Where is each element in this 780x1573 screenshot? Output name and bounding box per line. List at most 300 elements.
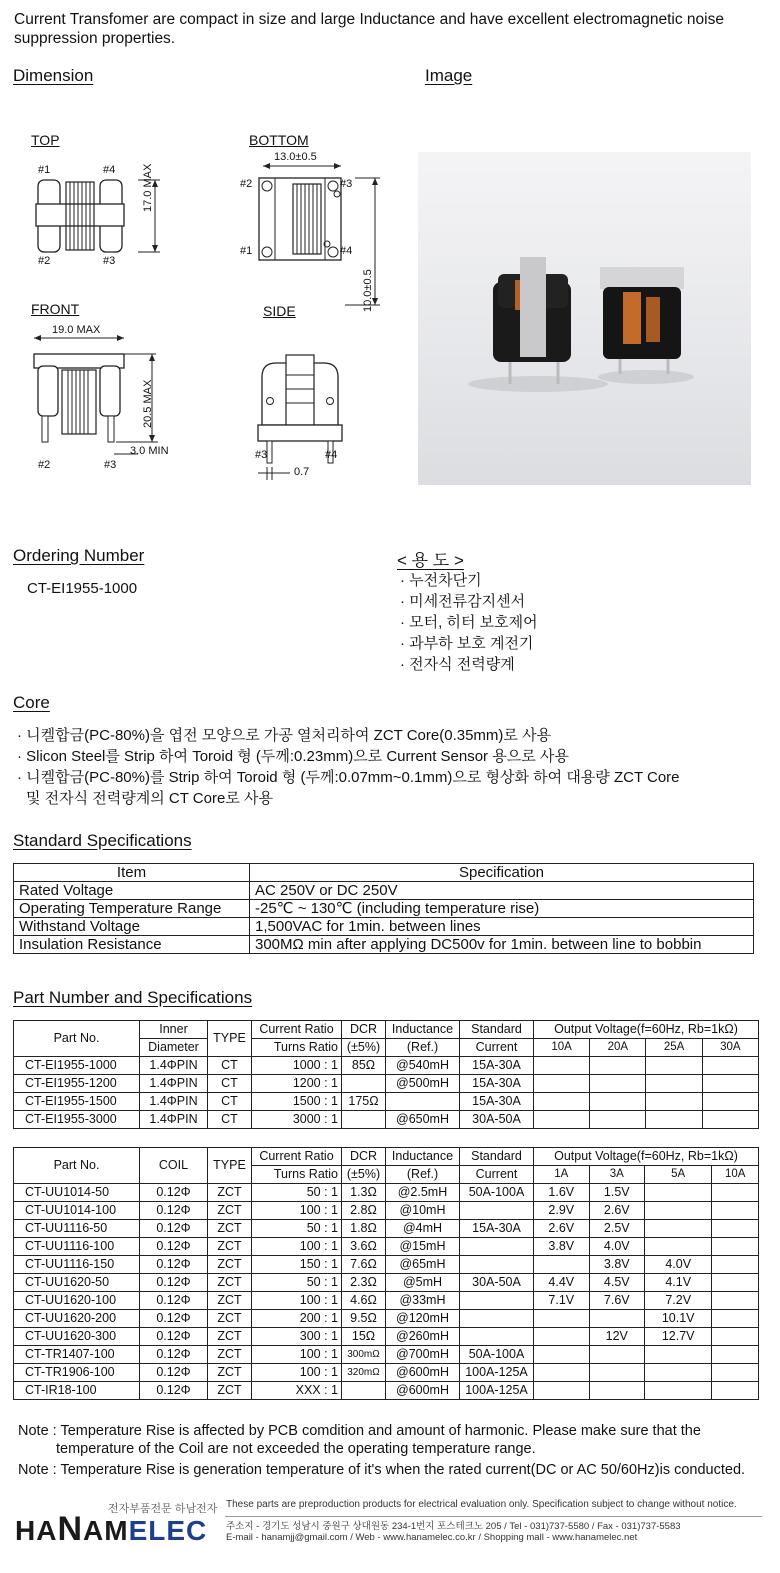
ct-uu-part-table [13,1147,759,1400]
table-cell: @260mH [386,1328,460,1346]
table-cell: CT-UU1014-50 [14,1184,140,1202]
table-cell [712,1238,759,1256]
table-header: Turns Ratio [252,1166,342,1184]
table-header: Item [14,864,250,882]
table-header-row [14,1021,759,1039]
table-cell [712,1346,759,1364]
table-cell: Insulation Resistance [14,936,250,954]
table-row [14,1202,759,1220]
table-cell: CT-UU1620-50 [14,1274,140,1292]
front-view-drawing [28,330,178,460]
table-row [14,1093,759,1111]
table-header: Current [460,1039,534,1057]
logo-korean-text: 전자부품전문 하남전자 [108,1503,218,1515]
table-cell: @15mH [386,1238,460,1256]
table-cell: @600mH [386,1382,460,1400]
note-1 [18,1422,701,1458]
table-cell: 1.8Ω [342,1220,386,1238]
use-item: · 모터, 히터 보호제어 [400,614,538,631]
use-item: · 누전차단기 [400,572,482,589]
table-cell: 4.1V [645,1274,712,1292]
table-cell: @120mH [386,1310,460,1328]
table-cell: 50A-100A [460,1346,534,1364]
table-cell [342,1382,386,1400]
table-cell: 0.12Φ [140,1382,208,1400]
table-cell: CT-UU1116-50 [14,1220,140,1238]
table-cell [534,1075,590,1093]
table-cell: 7.2V [645,1292,712,1310]
table-cell: ZCT [208,1220,252,1238]
table-cell: 1.5V [589,1184,645,1202]
table-cell [460,1238,534,1256]
table-cell: CT-UU1116-100 [14,1238,140,1256]
table-cell: 9.5Ω [342,1310,386,1328]
table-header: TYPE [208,1021,252,1057]
table-cell: 7.1V [534,1292,590,1310]
table-cell: 1.3Ω [342,1184,386,1202]
table-cell: 3000 : 1 [252,1111,342,1129]
table-header: Current [460,1166,534,1184]
table-cell [712,1274,759,1292]
top-pin1-label: #1 [38,164,51,176]
table-cell [386,1093,460,1111]
core-item: 및 전자식 전력량계의 CT Core로 사용 [26,790,273,807]
side-view-drawing [250,345,350,485]
table-cell: @700mH [386,1346,460,1364]
ct-uu-part-rows [14,1184,759,1400]
table-cell [712,1256,759,1274]
top-height-dimension: 17.0 MAX [142,163,154,212]
table-cell [645,1238,712,1256]
table-cell: CT [208,1111,252,1129]
table-header: 1A [534,1166,590,1184]
table-row [14,1382,759,1400]
front-width-dimension: 19.0 MAX [52,324,101,336]
part-spec-heading: Part Number and Specifications [13,988,253,1007]
table-cell: 2.9V [534,1202,590,1220]
table-header: DCR [342,1148,386,1166]
top-pin2-label: #2 [38,255,51,267]
side-pin4-label: #4 [325,449,338,461]
table-cell [342,1075,386,1093]
table-cell: 4.0V [645,1256,712,1274]
table-row [14,918,754,936]
table-cell: 15A-30A [460,1075,534,1093]
table-header: (Ref.) [386,1039,460,1057]
table-cell [645,1382,712,1400]
table-cell [342,1111,386,1129]
table-cell: CT-TR1407-100 [14,1346,140,1364]
table-cell: 300 : 1 [252,1328,342,1346]
table-cell [534,1111,590,1129]
front-pin2-label: #2 [38,459,51,471]
table-cell: 1.6V [534,1184,590,1202]
side-view-label: SIDE [263,303,296,319]
table-cell [712,1220,759,1238]
table-cell: 0.12Φ [140,1184,208,1202]
bottom-height-dimension: 10.0±0.5 [362,269,374,312]
table-header: (±5%) [342,1039,386,1057]
table-cell: CT-UU1116-150 [14,1256,140,1274]
table-cell [460,1202,534,1220]
table-cell: 150 : 1 [252,1256,342,1274]
table-header: 25A [646,1039,702,1057]
note-2: Note : Temperature Rise is generation temperature of it's when the rated current(DC or AC 50/60Hz)is conducted. [18,1462,746,1478]
table-cell: 1.4ΦPIN [140,1057,208,1075]
side-pin3-label: #3 [255,449,268,461]
table-cell: 0.12Φ [140,1292,208,1310]
table-header: Current Ratio [252,1148,342,1166]
table-cell [589,1364,645,1382]
table-row [14,882,754,900]
table-header: Current Ratio [252,1021,342,1039]
table-cell [712,1292,759,1310]
note-1-line-2: temperature of the Coil are not exceeded the operating temperature range. [56,1441,536,1457]
ordering-heading: Ordering Number [13,546,145,565]
table-cell: CT-EI1955-1200 [14,1075,140,1093]
table-cell: CT-UU1620-300 [14,1328,140,1346]
table-cell: 100 : 1 [252,1346,342,1364]
table-cell [590,1093,646,1111]
table-cell: 2.6V [589,1202,645,1220]
table-cell: CT-IR18-100 [14,1382,140,1400]
footer-contact: E-mail - hanamjj@gmail.com / Web - www.hanamelec.co.kr / Shopping mall - www.hanamelec.net [226,1532,638,1543]
table-cell: ZCT [208,1328,252,1346]
table-cell [534,1382,590,1400]
table-header: 10A [712,1166,759,1184]
table-row [14,1274,759,1292]
table-cell: 50 : 1 [252,1220,342,1238]
table-cell: ZCT [208,1346,252,1364]
table-cell [645,1346,712,1364]
footer-address: 주소지 - 경기도 성남시 중원구 상대원동 234-1번지 포스테크노 205 / Tel - 031)737-5580 / Fax - 031)737-5583 [226,1521,681,1532]
table-cell: 0.12Φ [140,1202,208,1220]
table-cell: ZCT [208,1364,252,1382]
table-cell: 3.8V [589,1256,645,1274]
intro-text: Current Transfomer are compact in size and large Inductance and have excellent electromagnetic noise suppression properties. [14,11,724,47]
table-row [14,1292,759,1310]
table-cell: 1000 : 1 [252,1057,342,1075]
table-header: 20A [590,1039,646,1057]
table-cell: 1,500VAC for 1min. between lines [250,918,754,936]
table-cell [712,1310,759,1328]
table-cell: ZCT [208,1292,252,1310]
table-cell: 10.1V [645,1310,712,1328]
table-cell: 0.12Φ [140,1274,208,1292]
table-cell: 30A-50A [460,1111,534,1129]
table-cell: 0.12Φ [140,1310,208,1328]
table-cell: CT [208,1075,252,1093]
table-cell [645,1202,712,1220]
table-cell [589,1382,645,1400]
table-cell: @10mH [386,1202,460,1220]
side-pin-dimension: 0.7 [294,466,310,478]
table-header-row [14,1148,759,1166]
logo-text-elec: ELEC [128,1515,208,1546]
table-cell: ZCT [208,1202,252,1220]
table-cell [646,1111,702,1129]
image-heading: Image [425,66,473,85]
table-header: Part No. [14,1148,140,1184]
table-cell: 15A-30A [460,1093,534,1111]
standard-spec-heading: Standard Specifications [13,831,192,850]
bottom-pin1-label: #1 [240,245,253,257]
table-header: Standard [460,1148,534,1166]
table-cell: 100 : 1 [252,1238,342,1256]
table-row [14,1075,759,1093]
table-header: 30A [702,1039,758,1057]
table-cell: 0.12Φ [140,1256,208,1274]
table-cell: 7.6Ω [342,1256,386,1274]
table-cell: CT [208,1093,252,1111]
table-cell: 1.4ΦPIN [140,1111,208,1129]
table-cell: 320mΩ [342,1364,386,1382]
bottom-pin4-label: #4 [340,245,353,257]
table-row [14,1111,759,1129]
table-cell: XXX : 1 [252,1382,342,1400]
table-header: Output Voltage(f=60Hz, Rb=1kΩ) [534,1021,759,1039]
table-cell [589,1346,645,1364]
table-cell: 4.6Ω [342,1292,386,1310]
table-cell [590,1111,646,1129]
table-header: 3A [589,1166,645,1184]
note-1-line-1: Note : Temperature Rise is affected by PCB comdition and amount of harmonic. Please make sure that the [18,1423,701,1439]
table-cell: @4mH [386,1220,460,1238]
table-cell: 30A-50A [460,1274,534,1292]
table-cell: Withstand Voltage [14,918,250,936]
table-cell: 50A-100A [460,1184,534,1202]
table-cell: @500mH [386,1075,460,1093]
table-header: Specification [250,864,754,882]
table-cell: CT-EI1955-3000 [14,1111,140,1129]
product-photo [418,152,751,485]
table-cell: 2.6V [534,1220,590,1238]
bottom-pin2-label: #2 [240,178,253,190]
table-cell: 100A-125A [460,1364,534,1382]
table-header: Inner [140,1021,208,1039]
table-cell: 100 : 1 [252,1364,342,1382]
table-header: Turns Ratio [252,1039,342,1057]
table-cell: 300mΩ [342,1346,386,1364]
table-cell: 4.4V [534,1274,590,1292]
front-pin3-label: #3 [104,459,117,471]
table-cell: 100A-125A [460,1382,534,1400]
table-header: Part No. [14,1021,140,1057]
table-cell [534,1093,590,1111]
table-cell [702,1057,758,1075]
table-cell: 85Ω [342,1057,386,1075]
table-cell: ZCT [208,1382,252,1400]
table-cell [646,1093,702,1111]
table-cell: CT-TR1906-100 [14,1364,140,1382]
table-cell: ZCT [208,1238,252,1256]
table-cell: 1500 : 1 [252,1093,342,1111]
core-item: · Slicon Steel를 Strip 하여 Toroid 형 (두께:0.23mm)으로 Current Sensor 용으로 사용 [17,748,569,765]
table-cell: 300MΩ min after applying DC500v for 1min. between line to bobbin [250,936,754,954]
table-cell [534,1057,590,1075]
table-cell [646,1057,702,1075]
logo-text-n: N [57,1510,84,1548]
table-cell [534,1256,590,1274]
table-row [14,1220,759,1238]
table-cell [534,1346,590,1364]
table-row [14,1346,759,1364]
table-cell: 0.12Φ [140,1238,208,1256]
top-pin3-label: #3 [103,255,116,267]
table-cell: 100 : 1 [252,1202,342,1220]
table-cell [702,1075,758,1093]
ordering-number: CT-EI1955-1000 [27,580,138,597]
table-row [14,1256,759,1274]
use-item: · 미세전류감지센서 [400,593,526,610]
table-cell: @600mH [386,1364,460,1382]
table-cell: 0.12Φ [140,1328,208,1346]
table-header: Inductance [386,1148,460,1166]
table-header: DCR [342,1021,386,1039]
table-cell: CT-UU1620-200 [14,1310,140,1328]
core-item: · 니켈합금(PC-80%)을 엽전 모양으로 가공 열처리하여 ZCT Core(0.35mm)로 사용 [17,727,552,744]
product-photo-illustration [418,152,751,485]
table-cell: 2.3Ω [342,1274,386,1292]
logo-text-ha: HA [15,1515,58,1546]
table-row [14,1057,759,1075]
table-cell: 0.12Φ [140,1220,208,1238]
table-cell [460,1328,534,1346]
table-cell [646,1075,702,1093]
table-cell [589,1310,645,1328]
table-cell [460,1256,534,1274]
table-cell: 15A-30A [460,1220,534,1238]
bottom-pin3-label: #3 [340,178,353,190]
table-cell [534,1364,590,1382]
table-cell: 0.12Φ [140,1364,208,1382]
table-cell: Operating Temperature Range [14,900,250,918]
table-header: Diameter [140,1039,208,1057]
table-cell: 0.12Φ [140,1346,208,1364]
table-cell [645,1184,712,1202]
table-cell [460,1310,534,1328]
table-cell: 100 : 1 [252,1292,342,1310]
front-height-dimension: 20.5 MAX [142,379,154,428]
table-cell: 15Ω [342,1328,386,1346]
table-cell: 50 : 1 [252,1184,342,1202]
table-cell [590,1057,646,1075]
top-pin4-label: #4 [103,164,116,176]
table-cell: 15A-30A [460,1057,534,1075]
table-row [14,1184,759,1202]
table-cell: 7.6V [589,1292,645,1310]
table-cell: CT [208,1057,252,1075]
front-view-label: FRONT [31,301,80,317]
table-row [14,1364,759,1382]
logo-text-am: AM [83,1515,129,1546]
table-header-row [14,864,754,882]
table-cell: @540mH [386,1057,460,1075]
table-cell: @2.5mH [386,1184,460,1202]
table-row [14,1238,759,1256]
table-row [14,900,754,918]
uses-list [400,570,538,675]
table-cell: 4.0V [589,1238,645,1256]
table-cell: ZCT [208,1256,252,1274]
table-cell [645,1364,712,1382]
table-cell: 50 : 1 [252,1274,342,1292]
core-heading: Core [13,693,50,712]
table-cell: 200 : 1 [252,1310,342,1328]
table-cell [712,1184,759,1202]
table-cell: 2.8Ω [342,1202,386,1220]
table-cell [702,1093,758,1111]
table-cell: @650mH [386,1111,460,1129]
table-cell: 1200 : 1 [252,1075,342,1093]
top-view-label: TOP [31,132,60,148]
table-cell [534,1328,590,1346]
table-cell: @65mH [386,1256,460,1274]
table-header: 5A [645,1166,712,1184]
table-cell: Rated Voltage [14,882,250,900]
bottom-view-label: BOTTOM [249,132,309,148]
table-cell: 175Ω [342,1093,386,1111]
table-cell: CT-UU1014-100 [14,1202,140,1220]
table-cell: CT-EI1955-1500 [14,1093,140,1111]
table-cell [590,1075,646,1093]
footer-disclaimer: These parts are preproduction products for electrical evaluation only. Specification subject to change without notice. [226,1499,737,1510]
table-cell: 2.5V [589,1220,645,1238]
table-row [14,936,754,954]
table-cell: ZCT [208,1274,252,1292]
table-cell [645,1220,712,1238]
table-cell: @33mH [386,1292,460,1310]
table-header: TYPE [208,1148,252,1184]
table-cell [702,1111,758,1129]
table-cell [712,1202,759,1220]
table-header: (Ref.) [386,1166,460,1184]
core-item: · 니켈합금(PC-80%)를 Strip 하여 Toroid 형 (두께:0.07mm~0.1mm)으로 형상화 하여 대용량 ZCT Core [17,769,680,786]
dimension-heading: Dimension [13,66,94,85]
table-cell: 3.8V [534,1238,590,1256]
use-item: · 과부하 보호 계전기 [400,635,534,652]
table-cell: CT-UU1620-100 [14,1292,140,1310]
bottom-width-dimension: 13.0±0.5 [274,151,317,163]
table-cell: 3.6Ω [342,1238,386,1256]
table-header: 10A [534,1039,590,1057]
table-row [14,1328,759,1346]
table-header: COIL [140,1148,208,1184]
front-pin-dimension: 3.0 MIN [130,445,169,457]
footer-divider [225,1516,762,1517]
table-cell: 1.4ΦPIN [140,1093,208,1111]
table-cell: ZCT [208,1184,252,1202]
standard-spec-table [13,863,754,954]
ct-ei-part-table [13,1020,759,1129]
uses-heading: < 용 도 > [397,551,464,570]
table-cell: AC 250V or DC 250V [250,882,754,900]
table-header: Standard [460,1021,534,1039]
table-header: Output Voltage(f=60Hz, Rb=1kΩ) [534,1148,759,1166]
core-list [17,725,767,809]
table-cell: 12.7V [645,1328,712,1346]
table-header: Inductance [386,1021,460,1039]
table-cell [534,1310,590,1328]
table-row [14,1310,759,1328]
table-cell: ZCT [208,1310,252,1328]
table-cell: 4.5V [589,1274,645,1292]
table-cell: @5mH [386,1274,460,1292]
table-cell [460,1292,534,1310]
table-cell [712,1382,759,1400]
table-cell: 1.4ΦPIN [140,1075,208,1093]
table-cell [712,1364,759,1382]
